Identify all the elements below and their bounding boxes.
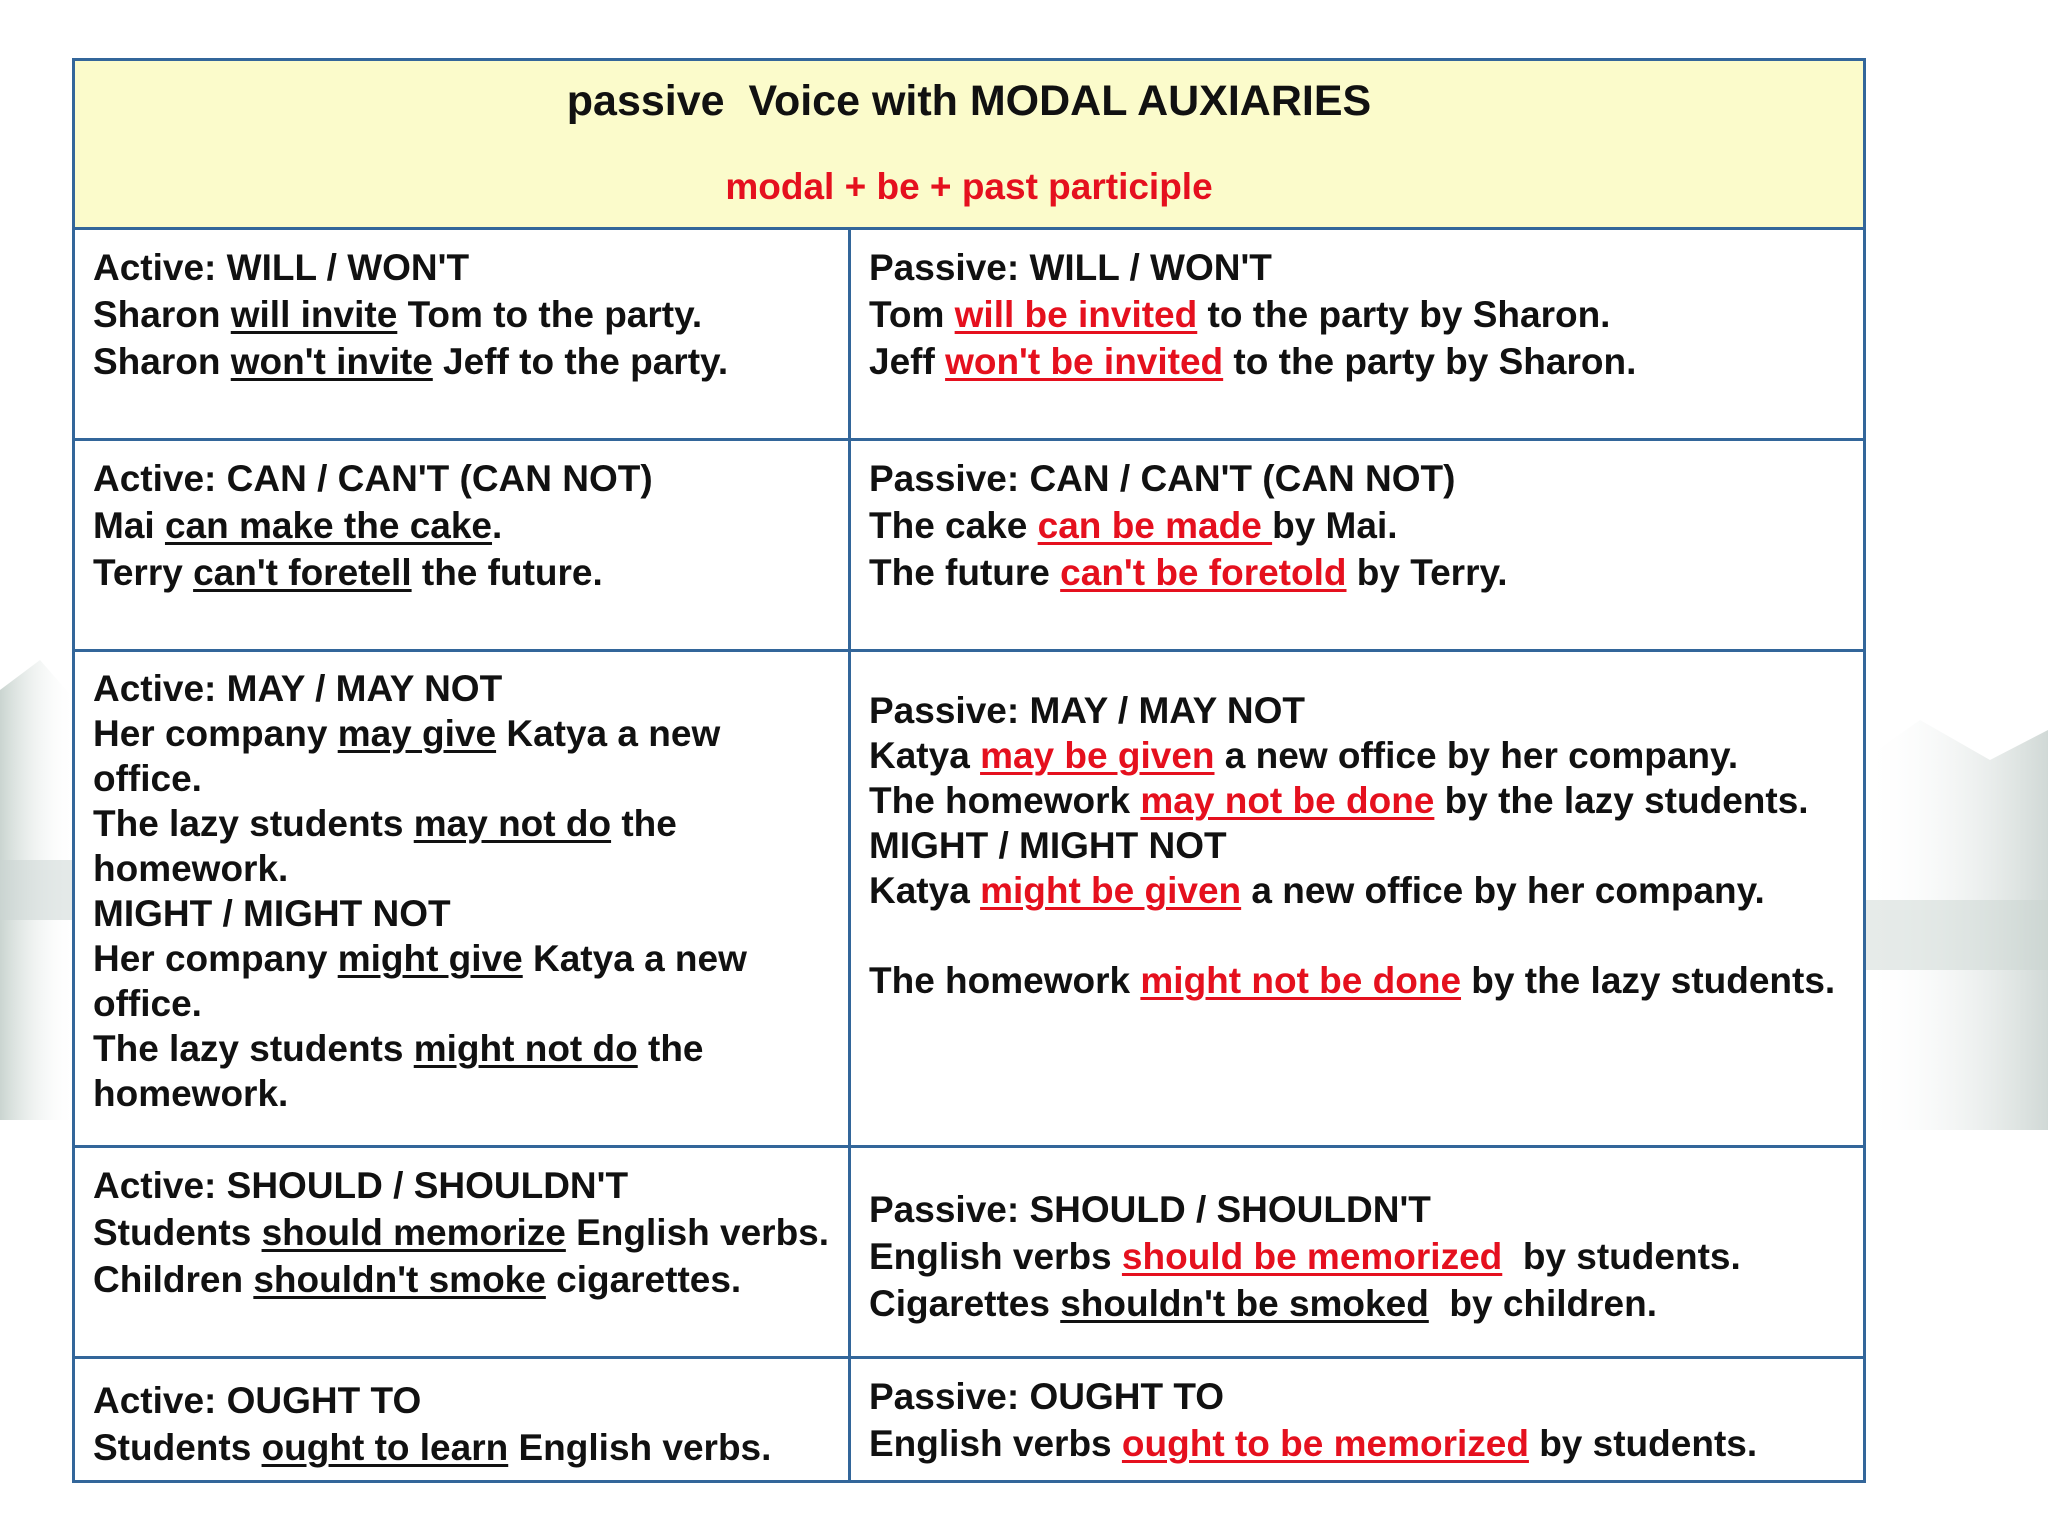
example-sentence	[869, 502, 1849, 549]
passive-cell-ought	[850, 1358, 1865, 1482]
example-sentence	[93, 936, 834, 1026]
sentence-text: Katya a new office.	[93, 713, 721, 799]
sentence-text: a new office by her company.	[1241, 870, 1765, 911]
table-row	[74, 229, 1865, 440]
sentence-text: English verbs.	[508, 1427, 772, 1468]
sentence-text: Students	[93, 1427, 262, 1468]
sentence-text: Katya a new office.	[93, 938, 747, 1024]
section-heading: Active: WILL / WON'T	[93, 247, 470, 288]
passive-verb-phrase: might be given	[980, 870, 1242, 911]
example-sentence	[869, 338, 1849, 385]
sentence-text: Terry	[93, 552, 194, 593]
section-heading: Passive: OUGHT TO	[869, 1376, 1225, 1417]
section-heading: Passive: WILL / WON'T	[869, 247, 1272, 288]
sentence-text: The cake	[869, 505, 1038, 546]
sentence-text: Sharon	[93, 294, 231, 335]
section-heading: Active: MAY / MAY NOT	[93, 668, 503, 709]
section-subheading: MIGHT / MIGHT NOT	[869, 825, 1227, 866]
section-heading: Passive: SHOULD / SHOULDN'T	[869, 1189, 1431, 1230]
example-sentence	[93, 291, 834, 338]
example-sentence	[93, 1424, 834, 1471]
table-row	[74, 1358, 1865, 1482]
example-sentence	[869, 733, 1849, 778]
table-row	[74, 440, 1865, 651]
section-heading: Active: CAN / CAN'T (CAN NOT)	[93, 458, 653, 499]
verb-phrase: might give	[337, 938, 523, 979]
example-sentence	[93, 549, 834, 596]
page-title: passive Voice with MODAL AUXIARIES	[566, 77, 1372, 125]
sentence-text: by children.	[1428, 1283, 1658, 1324]
sentence-text: by the lazy students.	[1461, 960, 1836, 1001]
verb-phrase: may not do	[413, 803, 612, 844]
table-row	[74, 1147, 1865, 1358]
example-sentence	[93, 1026, 834, 1116]
sentence-text: The lazy students	[93, 1028, 414, 1069]
sentence-text: Her company	[93, 713, 338, 754]
verb-phrase: ought to learn	[261, 1427, 509, 1468]
active-cell-may	[74, 651, 850, 1147]
verb-phrase: can make the cake	[164, 505, 493, 546]
passive-verb-phrase: won't be invited	[945, 341, 1224, 382]
passive-verb-phrase: ought to be memorized	[1121, 1423, 1529, 1464]
section-heading: Passive: MAY / MAY NOT	[869, 690, 1305, 731]
sentence-text: Jeff	[869, 341, 946, 382]
sentence-text: The homework	[869, 960, 1141, 1001]
example-sentence	[869, 1280, 1849, 1327]
sentence-text: .	[492, 505, 503, 546]
sentence-text: Katya	[869, 870, 981, 911]
sentence-text: Katya	[869, 735, 981, 776]
sentence-text: Tom to the party.	[397, 294, 703, 335]
passive-verb-phrase: can be made	[1037, 505, 1273, 546]
sentence-text: Tom	[869, 294, 955, 335]
example-sentence	[93, 502, 834, 549]
sentence-text: the future.	[411, 552, 603, 593]
passive-cell-can	[850, 440, 1865, 651]
sentence-text: Mai	[93, 505, 165, 546]
active-cell-ought	[74, 1358, 850, 1482]
example-sentence	[93, 711, 834, 801]
sentence-text: by Terry.	[1346, 552, 1508, 593]
passive-verb-phrase: will be invited	[954, 294, 1198, 335]
formula-text: modal + be + past participle	[725, 166, 1213, 207]
passive-verb-phrase: can't be foretold	[1060, 552, 1347, 593]
section-heading: Passive: CAN / CAN'T (CAN NOT)	[869, 458, 1456, 499]
sentence-text: to the party by Sharon.	[1197, 294, 1611, 335]
passive-cell-should	[850, 1147, 1865, 1358]
verb-phrase: shouldn't smoke	[253, 1259, 546, 1300]
sentence-text: by students.	[1502, 1236, 1741, 1277]
verb-phrase: will invite	[230, 294, 398, 335]
section-heading: Active: SHOULD / SHOULDN'T	[93, 1165, 629, 1206]
header-cell	[74, 60, 1865, 229]
sentence-text: Jeff to the party.	[432, 341, 729, 382]
example-sentence	[93, 338, 834, 385]
sentence-text: the homework.	[93, 803, 677, 889]
sentence-text: Children	[93, 1259, 254, 1300]
active-cell-will	[74, 229, 850, 440]
header-row	[74, 60, 1865, 229]
example-sentence	[93, 801, 834, 891]
sentence-text: The future	[869, 552, 1061, 593]
sentence-text: Cigarettes	[869, 1283, 1061, 1324]
sentence-text: the homework.	[93, 1028, 704, 1114]
passive-verb-phrase: shouldn't be smoked	[1060, 1283, 1429, 1324]
example-sentence	[869, 868, 1849, 913]
example-sentence	[93, 1209, 834, 1256]
sentence-text: a new office by her company.	[1214, 735, 1739, 776]
sentence-text: Students	[93, 1212, 262, 1253]
section-subheading: MIGHT / MIGHT NOT	[93, 893, 451, 934]
sentence-text: The lazy students	[93, 803, 414, 844]
example-sentence	[869, 958, 1849, 1003]
example-sentence	[869, 1420, 1849, 1467]
sentence-text: English verbs.	[565, 1212, 830, 1253]
line-spacer	[869, 913, 1849, 958]
sentence-text: The homework	[869, 780, 1141, 821]
passive-cell-will	[850, 229, 1865, 440]
passive-voice-table	[72, 58, 1866, 1483]
sentence-text: by Mai.	[1272, 505, 1398, 546]
sentence-text: English verbs	[869, 1423, 1122, 1464]
verb-phrase: might not do	[413, 1028, 638, 1069]
verb-phrase: may give	[337, 713, 497, 754]
sentence-text: to the party by Sharon.	[1223, 341, 1637, 382]
sentence-text: Her company	[93, 938, 338, 979]
passive-verb-phrase: might not be done	[1140, 960, 1462, 1001]
passive-verb-phrase: should be memorized	[1121, 1236, 1503, 1277]
example-sentence	[869, 291, 1849, 338]
sentence-text: by students.	[1528, 1423, 1758, 1464]
table-row	[74, 651, 1865, 1147]
example-sentence	[93, 1256, 834, 1303]
sentence-text: English verbs	[869, 1236, 1122, 1277]
passive-cell-may	[850, 651, 1865, 1147]
passive-verb-phrase: may not be done	[1140, 780, 1435, 821]
sentence-text: cigarettes.	[545, 1259, 742, 1300]
example-sentence	[869, 778, 1849, 823]
passive-verb-phrase: may be given	[980, 735, 1215, 776]
sentence-text: Sharon	[93, 341, 231, 382]
active-cell-should	[74, 1147, 850, 1358]
verb-phrase: can't foretell	[193, 552, 412, 593]
verb-phrase: should memorize	[261, 1212, 566, 1253]
section-heading: Active: OUGHT TO	[93, 1380, 422, 1421]
active-cell-can	[74, 440, 850, 651]
example-sentence	[869, 549, 1849, 596]
sentence-text: by the lazy students.	[1434, 780, 1809, 821]
verb-phrase: won't invite	[230, 341, 433, 382]
example-sentence	[869, 1233, 1849, 1280]
